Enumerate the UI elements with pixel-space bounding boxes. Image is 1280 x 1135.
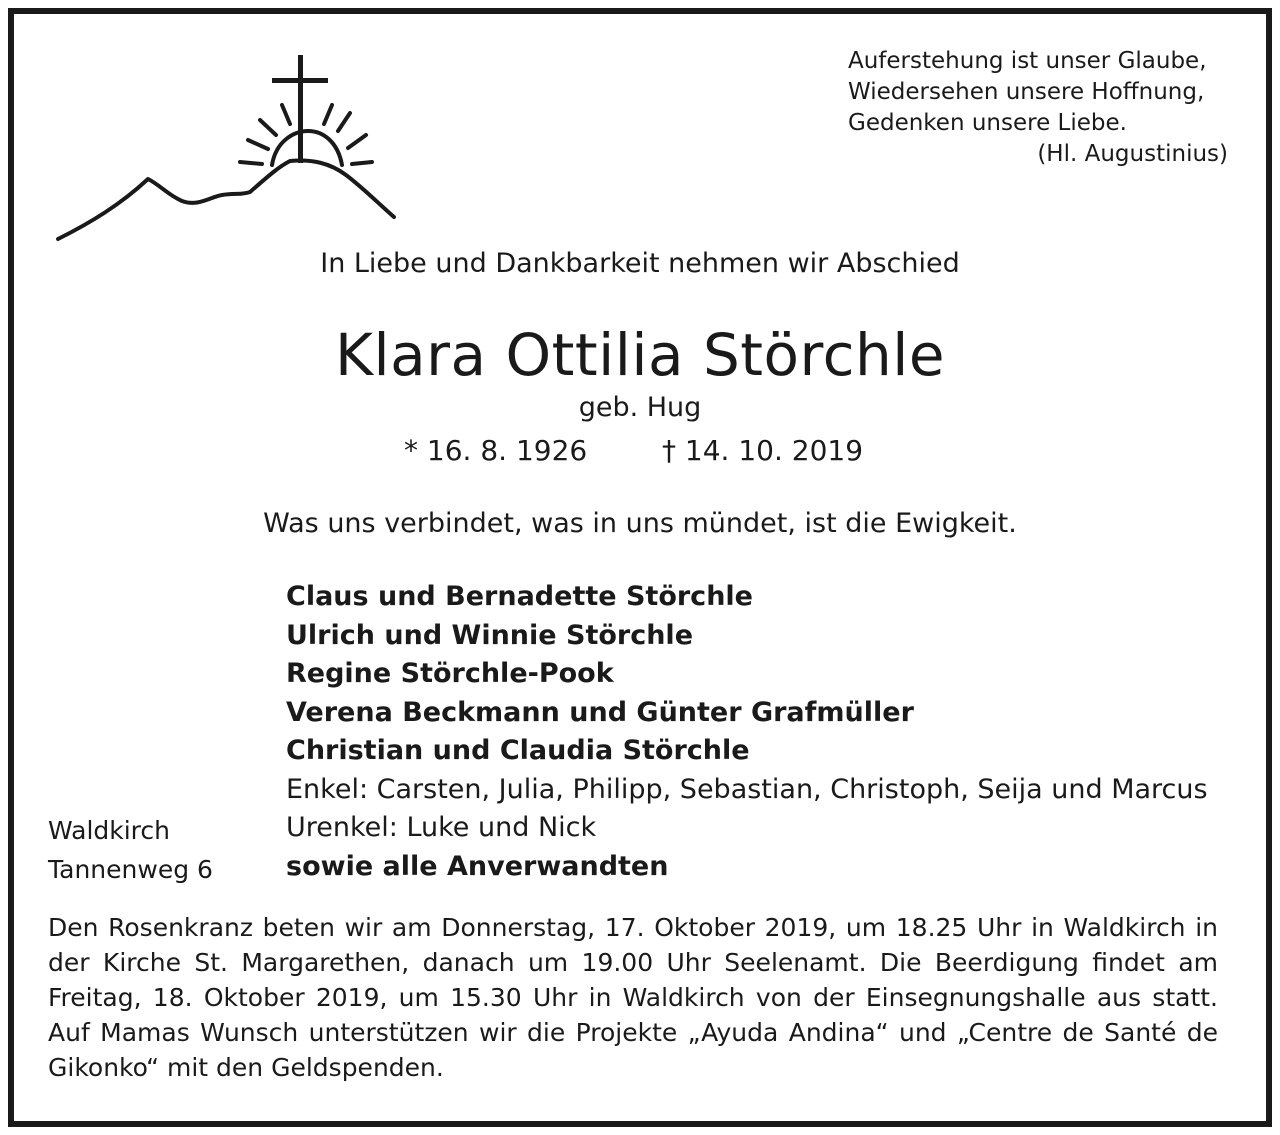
mourners-list [286, 578, 1208, 886]
mourner-family: Christian und Claudia Störchle [286, 735, 750, 766]
intro-text: In Liebe und Dankbarkeit nehmen wir Abschied [320, 248, 960, 279]
quote-source: (Hl. Augustinius) [1037, 141, 1228, 167]
great-grandchildren-line: Urenkel: Luke und Nick [286, 812, 597, 843]
memorial-verse: Was uns verbindet, was in uns mündet, ist die Ewigkeit. [263, 508, 1017, 539]
death-date: † 14. 10. 2019 [662, 434, 864, 467]
augustine-quote [848, 46, 1228, 170]
quote-line: Wiedersehen unsere Hoffnung, [848, 79, 1205, 105]
quote-line: Auferstehung ist unser Glaube, [848, 48, 1207, 74]
quote-line: Gedenken unsere Liebe. [848, 110, 1127, 136]
mourner-family: Verena Beckmann und Günter Grafmüller [286, 696, 914, 728]
funeral-notice: Den Rosenkranz beten wir am Donnerstag, 17. Oktober 2019, um 18.25 Uhr in Waldkirch in der Kirche St. Margarethen, danach um 19.00 Uhr Seelenamt. Die Beerdigung findet am Freitag, 18. Oktober 2019, um 15.30 Uhr in Waldkirch von der Einsegnungshalle aus statt. Auf Mamas Wunsch unterstützen wir die Projekte „Ayuda Andina“ und „Centre de Santé de Gikonko“ mit den Geldspenden. [48, 913, 1218, 1082]
deceased-name: Klara Ottilia Störchle [334, 321, 946, 389]
grandchildren-line: Enkel: Carsten, Julia, Philipp, Sebastian, Christoph, Seija und Marcus [286, 773, 1208, 805]
mourner-family: Ulrich und Winnie Störchle [286, 619, 694, 651]
maiden-name: geb. Hug [578, 392, 702, 423]
address-street: Tannenweg 6 [48, 854, 213, 884]
mourner-family: Claus und Bernadette Störchle [286, 581, 753, 612]
mourner-family: Regine Störchle-Pook [286, 658, 614, 689]
family-address [48, 812, 213, 889]
relatives-line: sowie alle Anverwandten [286, 850, 669, 882]
birth-date: * 16. 8. 1926 [404, 434, 588, 467]
address-town: Waldkirch [48, 816, 170, 845]
cross-hill-sun-icon [50, 45, 400, 250]
